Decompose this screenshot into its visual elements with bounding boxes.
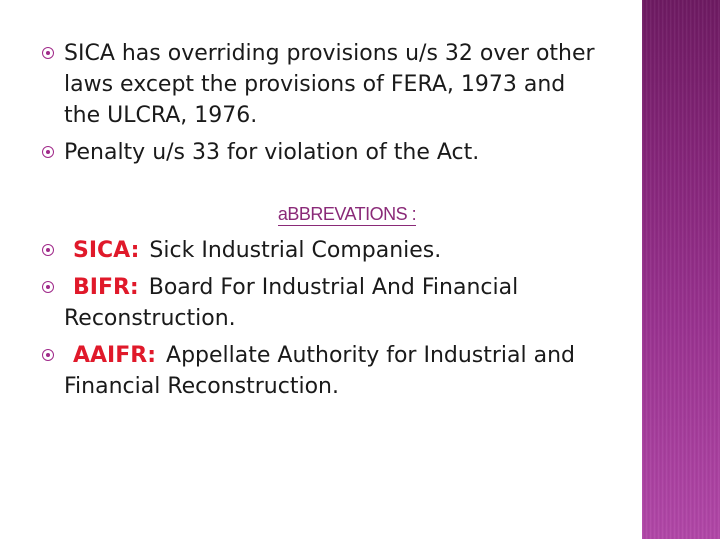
slide-content	[42, 38, 602, 408]
abbreviation-definition: Board For Industrial And Financial Reconstruction.	[64, 275, 519, 331]
bullet-text: Penalty u/s 33 for violation of the Act.	[64, 140, 480, 165]
list-item	[42, 38, 602, 131]
abbreviation-term: BIFR:	[73, 275, 139, 300]
bullet-icon	[42, 281, 54, 293]
abbreviation-item	[42, 235, 602, 266]
abbreviation-definition: Appellate Authority for Industrial and Financial Reconstruction.	[64, 343, 576, 399]
bullet-text: SICA has overriding provisions u/s 32 over other laws except the provisions of FERA, 1973 and the ULCRA, 1976.	[64, 41, 595, 128]
bullet-icon	[42, 146, 54, 158]
abbreviation-item	[42, 272, 602, 334]
abbreviation-list	[42, 235, 602, 402]
abbreviation-term: SICA:	[73, 238, 140, 263]
section-heading	[42, 204, 602, 225]
bullet-icon	[42, 349, 54, 361]
section-heading-text: aBBREVATIONS :	[277, 204, 417, 224]
abbreviation-item	[42, 340, 602, 402]
bullet-icon	[42, 244, 54, 256]
decorative-side-band	[642, 0, 720, 539]
list-item	[42, 137, 602, 168]
bullet-icon	[42, 47, 54, 59]
abbreviation-term: AAIFR:	[73, 343, 157, 368]
abbreviation-definition: Sick Industrial Companies.	[149, 238, 442, 263]
